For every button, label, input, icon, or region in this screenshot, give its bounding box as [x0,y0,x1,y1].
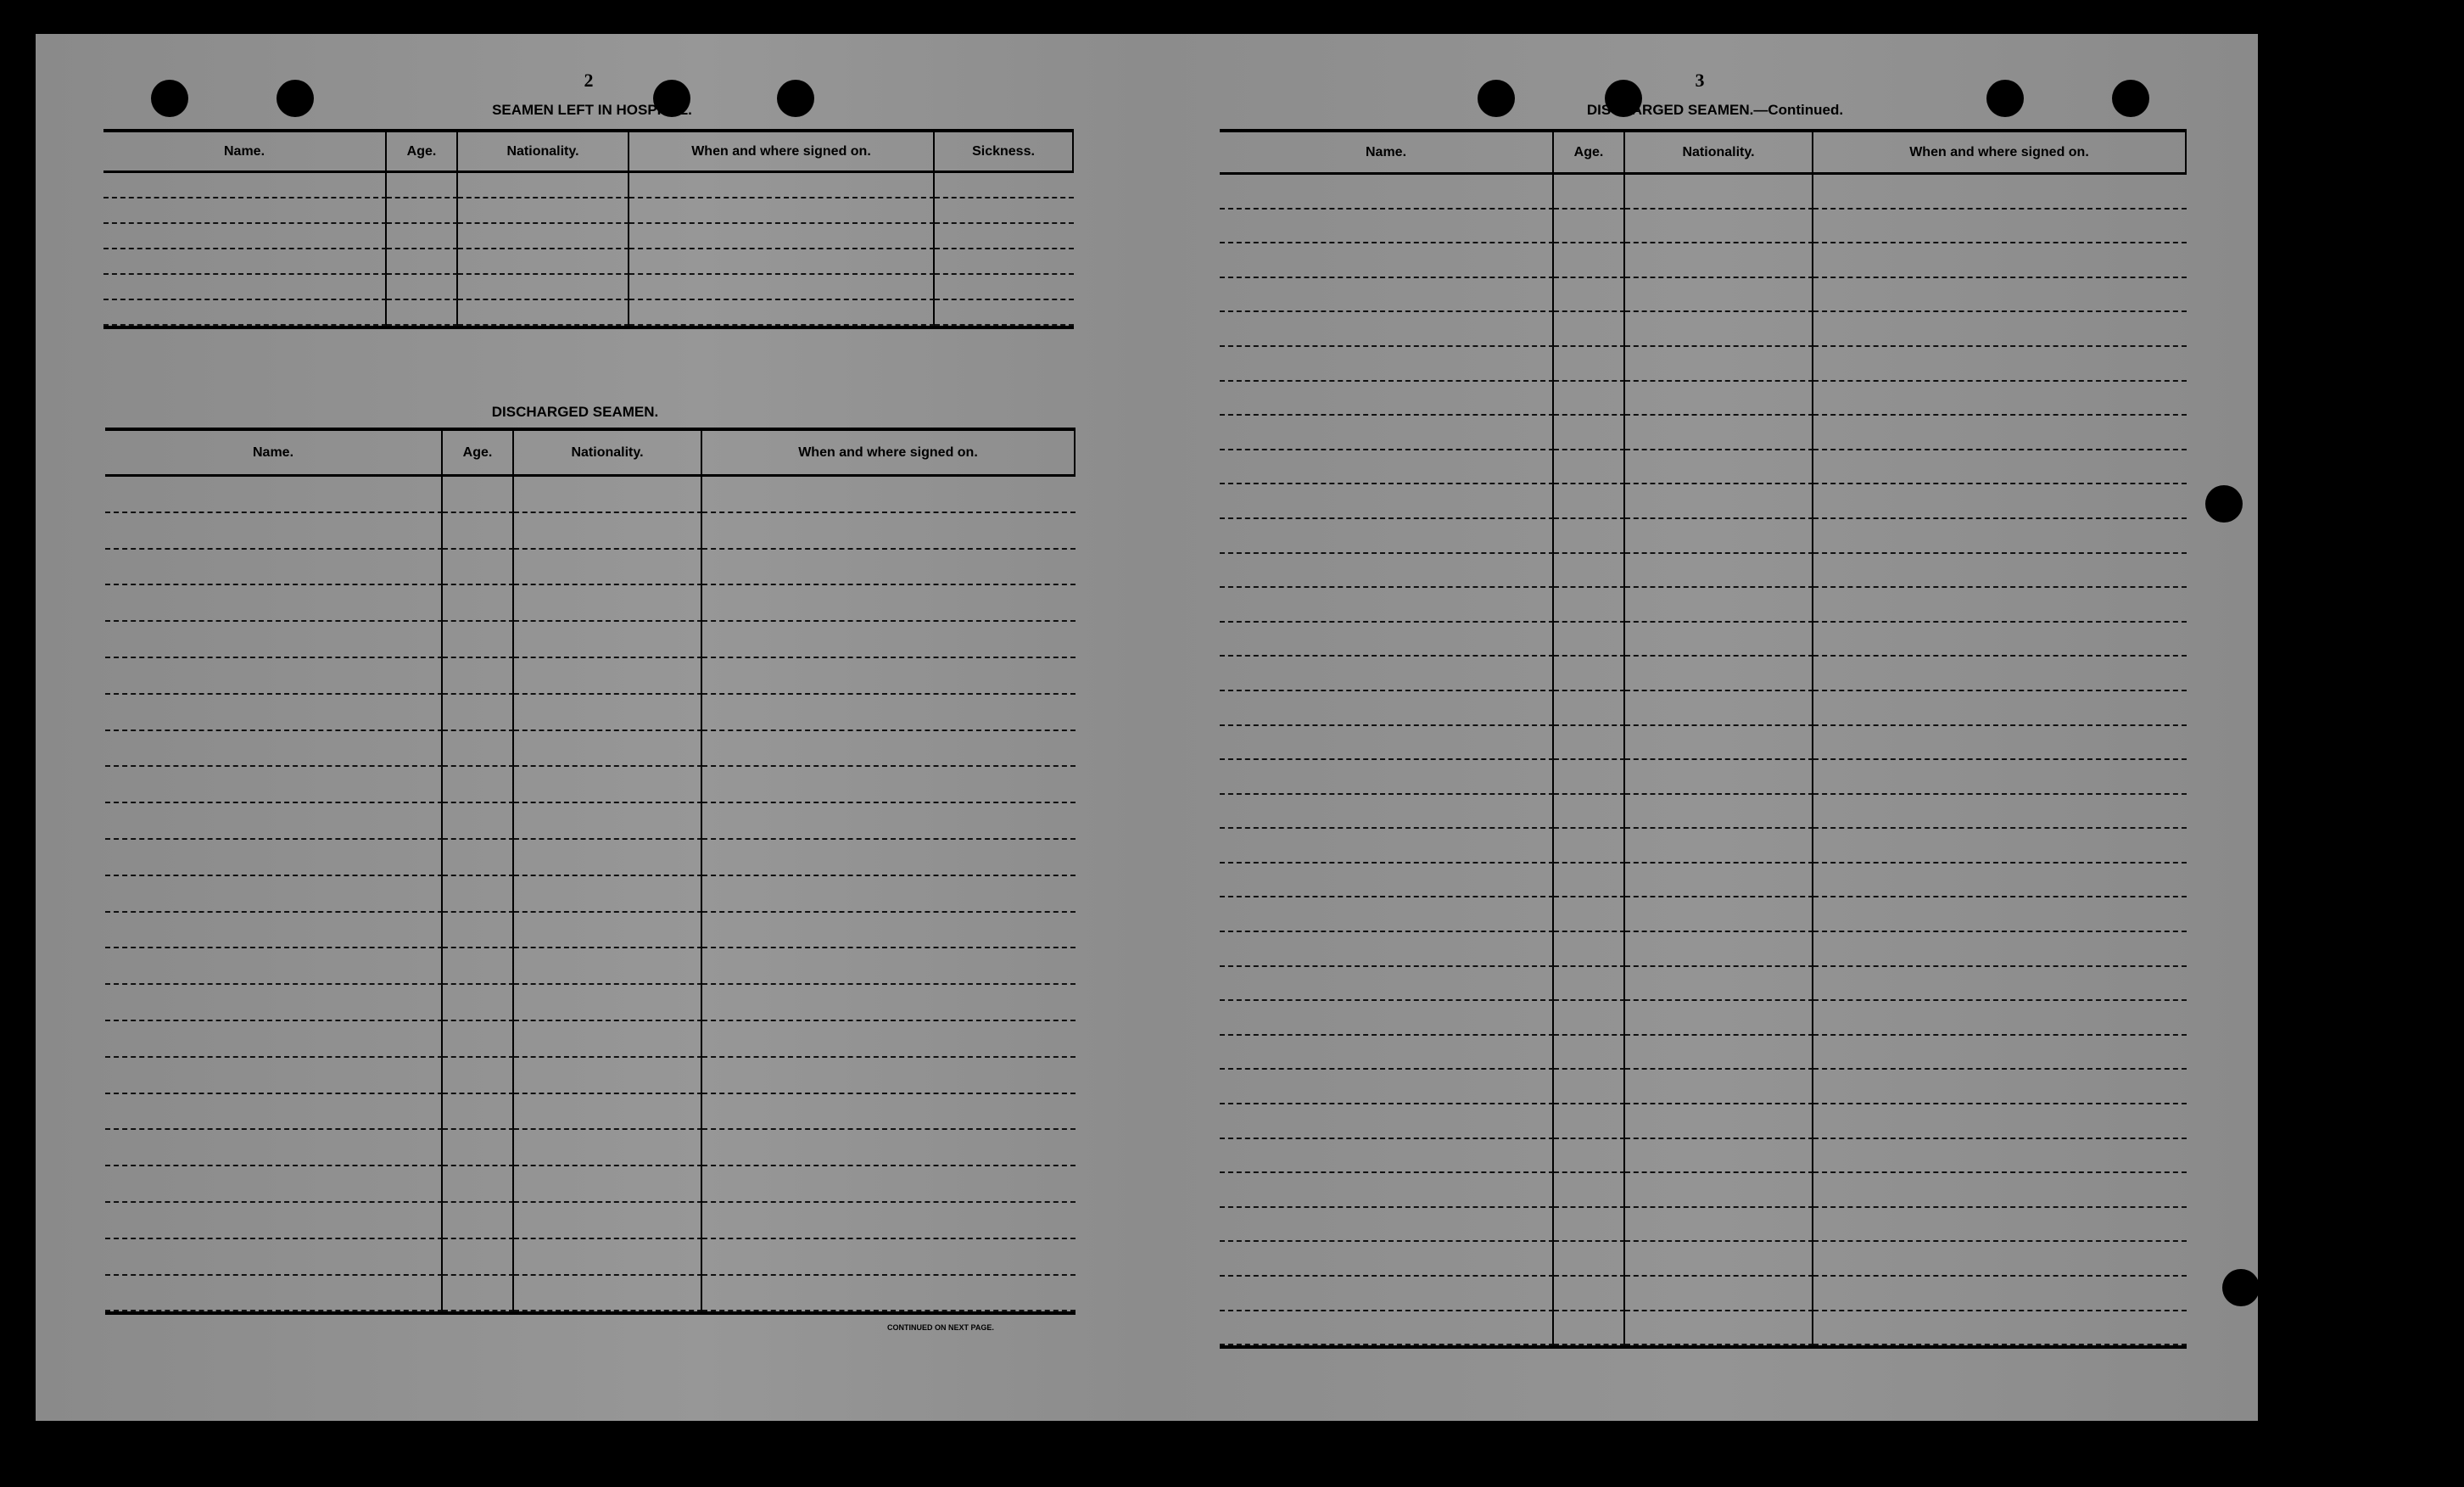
table-cell [458,249,629,275]
table-cell [935,224,1074,249]
table-cell [1220,864,1554,898]
column-header: Name. [1220,132,1554,175]
table-cell [1625,1208,1813,1243]
table-cell [1625,484,1813,519]
column-header: Name. [103,132,387,173]
table-cell [1554,1277,1625,1311]
table-cell [702,803,1076,840]
table-cell [105,622,443,658]
table-cell [443,585,514,622]
table-cell [1813,1070,2187,1104]
table-cell [443,1021,514,1058]
column-header: Nationality. [458,132,629,173]
punch-hole [1478,80,1515,117]
table-cell [1220,623,1554,657]
table-cell [387,224,458,249]
table-cell [1813,312,2187,347]
table-cell [1220,967,1554,1002]
table-cell [514,803,702,840]
table-cell [1220,1311,1554,1346]
discharged-continued-title: DISCHARGED SEAMEN.—Continued. [1586,102,1844,118]
table-cell [103,300,387,326]
table-cell [1625,382,1813,416]
table-cell [443,477,514,513]
table-cell [1220,1104,1554,1139]
table-cell [1554,382,1625,416]
table-cell [105,477,443,513]
table-cell [702,840,1076,876]
table-cell [443,731,514,768]
table-cell [514,1130,702,1166]
table-cell [105,1058,443,1094]
table-cell [443,622,514,658]
table-cell [443,513,514,550]
table-cell [1220,1036,1554,1071]
table-cell [1625,657,1813,691]
table-cell [514,1276,702,1312]
table-cell [1554,588,1625,623]
table-cell [1625,1001,1813,1036]
table-cell [1220,382,1554,416]
table-cell [105,985,443,1021]
table-cell [1625,1104,1813,1139]
table-cell [514,767,702,803]
table-cell [514,1203,702,1239]
table-cell [1813,760,2187,795]
table-cell [1220,1070,1554,1104]
table-cell [443,767,514,803]
table-cell [1813,347,2187,382]
table-cell [1813,1139,2187,1174]
table-cell [1813,897,2187,932]
table-cell [1220,1139,1554,1174]
table-cell [1813,519,2187,554]
table-cell [1625,1277,1813,1311]
table-cell [1554,1208,1625,1243]
table-cell [1554,897,1625,932]
table-cell [1625,1173,1813,1208]
column-header: Sickness. [935,132,1074,173]
table-cell [1554,278,1625,313]
table-cell [105,876,443,913]
table-cell [443,985,514,1021]
table-cell [514,840,702,876]
table-cell [387,173,458,198]
table-cell [514,695,702,731]
table-cell [1554,1242,1625,1277]
discharged-section-title: DISCHARGED SEAMEN. [491,404,659,420]
table-cell [1220,416,1554,450]
table-cell [514,658,702,695]
table-cell [1625,175,1813,210]
table-cell [105,948,443,985]
table-cell [514,913,702,949]
discharged-continued-table [1220,129,2187,1349]
table-cell [1625,519,1813,554]
table-cell [105,1021,443,1058]
table-cell [1625,1311,1813,1346]
table-cell [1220,897,1554,932]
table-cell [1625,967,1813,1002]
table-cell [1813,416,2187,450]
table-cell [105,658,443,695]
table-cell [935,173,1074,198]
table-cell [514,585,702,622]
table-cell [1813,1208,2187,1243]
table-cell [702,1058,1076,1094]
table-cell [1625,1242,1813,1277]
table-cell [1554,967,1625,1002]
table-cell [1554,519,1625,554]
table-cell [387,198,458,224]
table-cell [1554,1173,1625,1208]
table-cell [1554,657,1625,691]
column-header: When and where signed on. [702,431,1076,477]
table-cell [105,1203,443,1239]
table-cell [935,300,1074,326]
table-cell [1625,760,1813,795]
table-cell [1813,864,2187,898]
table-cell [1813,1173,2187,1208]
table-cell [1813,1242,2187,1277]
table-cell [1625,1070,1813,1104]
table-cell [629,198,935,224]
table-cell [1813,243,2187,278]
table-cell [1554,726,1625,761]
table-cell [1813,932,2187,967]
table-cell [1813,1036,2187,1071]
table-cell [1813,210,2187,244]
table-cell [629,249,935,275]
table-cell [514,1058,702,1094]
table-cell [1554,554,1625,589]
table-cell [105,1094,443,1131]
table-cell [1625,623,1813,657]
table-cell [1220,829,1554,864]
column-header: Nationality. [1625,132,1813,175]
table-cell [702,622,1076,658]
table-cell [1220,1277,1554,1311]
table-cell [105,1130,443,1166]
table-cell [1813,450,2187,485]
hospital-table [103,129,1074,329]
table-cell [105,803,443,840]
table-cell [443,1058,514,1094]
table-cell [1220,932,1554,967]
table-cell [1220,760,1554,795]
punch-hole [277,80,314,117]
table-cell [1220,726,1554,761]
table-cell [1220,519,1554,554]
table-cell [1625,1139,1813,1174]
table-cell [702,477,1076,513]
discharged-table [105,428,1076,1315]
table-cell [1220,347,1554,382]
table-cell [1625,691,1813,726]
table-cell [702,767,1076,803]
table-cell [1625,864,1813,898]
table-cell [1625,932,1813,967]
scanned-sheet [36,34,2258,1421]
table-cell [458,198,629,224]
table-cell [105,767,443,803]
table-cell [1625,243,1813,278]
table-cell [443,948,514,985]
table-cell [1625,726,1813,761]
table-cell [1813,1277,2187,1311]
table-cell [105,1276,443,1312]
table-cell [1813,657,2187,691]
table-cell [1625,312,1813,347]
table-cell [1554,795,1625,830]
table-cell [1220,1173,1554,1208]
column-header: Age. [387,132,458,173]
table-cell [443,876,514,913]
table-cell [1220,175,1554,210]
table-cell [702,585,1076,622]
table-cell [629,300,935,326]
table-cell [105,695,443,731]
table-cell [1813,967,2187,1002]
table-cell [443,1203,514,1239]
table-cell [1220,278,1554,313]
table-cell [105,840,443,876]
table-cell [1220,554,1554,589]
table-cell [1220,691,1554,726]
table-cell [935,249,1074,275]
table-cell [1554,347,1625,382]
table-cell [514,1166,702,1203]
punch-hole [2205,485,2243,523]
table-cell [387,300,458,326]
table-cell [702,731,1076,768]
table-cell [1554,243,1625,278]
column-header: When and where signed on. [1813,132,2187,175]
table-cell [103,249,387,275]
table-cell [1813,726,2187,761]
table-cell [629,275,935,300]
table-cell [1813,175,2187,210]
table-cell [387,249,458,275]
page-number-left: 2 [584,70,594,91]
table-cell [702,985,1076,1021]
table-cell [1625,416,1813,450]
table-cell [514,622,702,658]
punch-hole [777,80,814,117]
table-cell [1813,484,2187,519]
column-header: Age. [443,431,514,477]
table-cell [1554,760,1625,795]
table-cell [387,275,458,300]
punch-hole [151,80,188,117]
table-cell [1554,484,1625,519]
table-cell [105,550,443,586]
table-cell [458,224,629,249]
table-cell [1220,795,1554,830]
table-cell [1220,312,1554,347]
table-cell [1813,278,2187,313]
table-cell [1554,932,1625,967]
table-cell [1554,312,1625,347]
table-cell [1813,382,2187,416]
column-header: Name. [105,431,443,477]
table-cell [103,198,387,224]
table-cell [1554,1001,1625,1036]
table-cell [629,224,935,249]
table-cell [935,275,1074,300]
table-cell [1554,1070,1625,1104]
table-cell [443,913,514,949]
column-header: Age. [1554,132,1625,175]
table-cell [105,1166,443,1203]
table-cell [514,985,702,1021]
table-cell [103,275,387,300]
table-cell [514,1239,702,1276]
table-cell [702,913,1076,949]
table-cell [702,1130,1076,1166]
table-cell [443,550,514,586]
table-cell [1554,1036,1625,1071]
table-cell [1625,829,1813,864]
table-cell [1220,450,1554,485]
table-cell [103,173,387,198]
hospital-section-title: SEAMEN LEFT IN HOSPITAL. [492,102,692,118]
table-cell [1625,210,1813,244]
table-cell [1813,691,2187,726]
table-cell [702,1239,1076,1276]
table-cell [1220,1208,1554,1243]
table-cell [1625,450,1813,485]
table-cell [702,948,1076,985]
table-cell [105,731,443,768]
table-cell [702,1276,1076,1312]
table-cell [1813,623,2187,657]
table-cell [1220,1242,1554,1277]
table-cell [702,1203,1076,1239]
table-cell [1554,691,1625,726]
table-cell [1220,243,1554,278]
table-cell [629,173,935,198]
punch-hole [2112,80,2149,117]
table-cell [1625,588,1813,623]
table-cell [443,1239,514,1276]
page-number-right: 3 [1695,70,1705,91]
table-cell [443,1130,514,1166]
table-cell [514,948,702,985]
table-cell [1554,175,1625,210]
table-cell [702,1166,1076,1203]
table-cell [514,1094,702,1131]
table-cell [1554,416,1625,450]
punch-hole [1986,80,2024,117]
table-cell [1220,588,1554,623]
table-cell [458,173,629,198]
table-cell [443,1276,514,1312]
table-cell [1625,795,1813,830]
table-cell [702,695,1076,731]
table-cell [458,300,629,326]
table-cell [702,513,1076,550]
table-cell [1554,623,1625,657]
table-cell [443,695,514,731]
column-header: Nationality. [514,431,702,477]
table-cell [443,1166,514,1203]
table-cell [443,658,514,695]
table-cell [514,1021,702,1058]
table-cell [702,550,1076,586]
table-cell [103,224,387,249]
table-cell [1625,278,1813,313]
table-cell [702,1021,1076,1058]
table-cell [1813,588,2187,623]
table-cell [105,585,443,622]
table-cell [702,876,1076,913]
table-cell [1554,210,1625,244]
column-header: When and where signed on. [629,132,935,173]
table-cell [1625,1036,1813,1071]
table-cell [1220,484,1554,519]
table-cell [514,876,702,913]
table-cell [702,1094,1076,1131]
table-cell [1625,897,1813,932]
table-cell [105,913,443,949]
table-cell [935,198,1074,224]
table-cell [1554,450,1625,485]
table-cell [1554,1139,1625,1174]
table-cell [458,275,629,300]
table-cell [514,550,702,586]
table-cell [702,658,1076,695]
table-cell [443,840,514,876]
table-cell [1554,864,1625,898]
table-cell [1220,210,1554,244]
punch-hole [2222,1269,2260,1306]
table-cell [1813,795,2187,830]
continued-note: CONTINUED ON NEXT PAGE. [887,1323,994,1332]
table-cell [1554,829,1625,864]
table-cell [514,513,702,550]
table-cell [105,1239,443,1276]
table-cell [1813,1001,2187,1036]
table-cell [1813,1104,2187,1139]
table-cell [443,803,514,840]
table-cell [514,731,702,768]
table-cell [1554,1311,1625,1346]
table-cell [1220,1001,1554,1036]
table-cell [443,1094,514,1131]
table-cell [1813,554,2187,589]
table-cell [105,513,443,550]
table-cell [1625,554,1813,589]
table-cell [1554,1104,1625,1139]
table-cell [1220,657,1554,691]
table-cell [1813,1311,2187,1346]
table-cell [1625,347,1813,382]
table-cell [1813,829,2187,864]
table-cell [514,477,702,513]
